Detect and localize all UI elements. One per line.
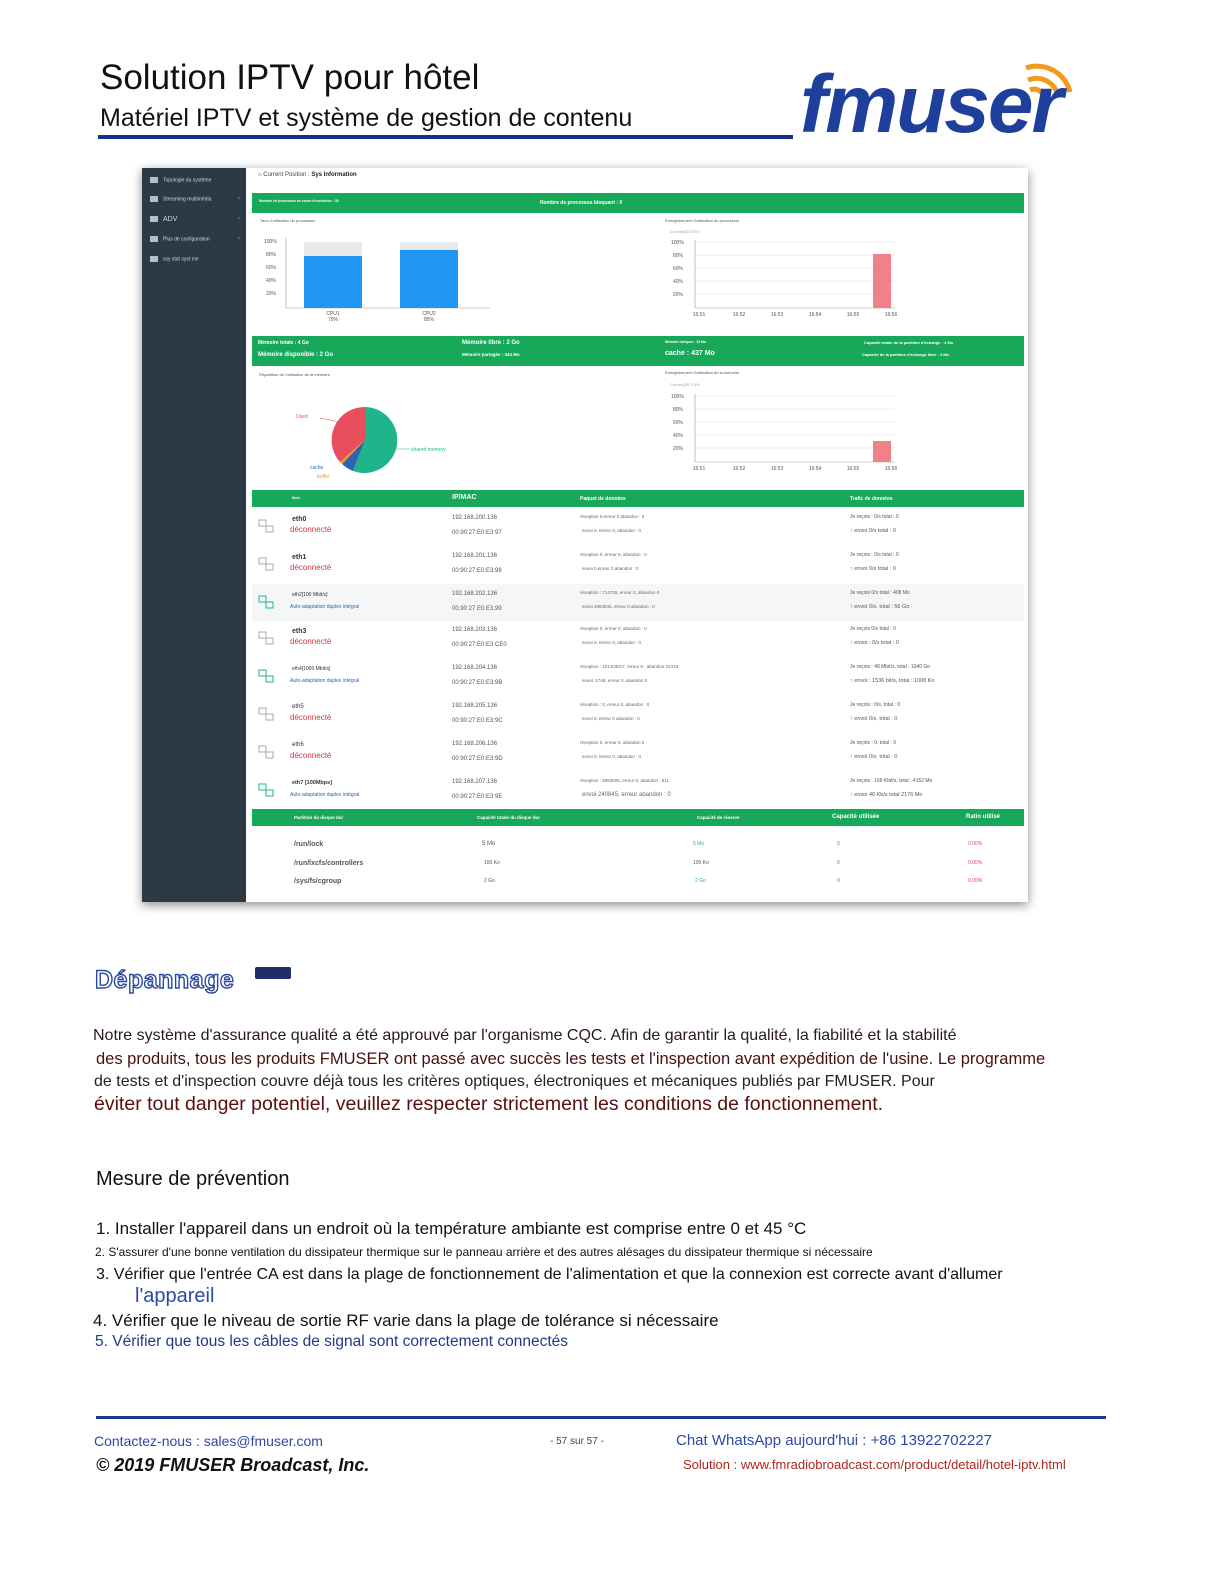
footer-divider — [96, 1416, 1106, 1419]
svg-text:Used: Used — [296, 414, 308, 420]
network-table-header: Nom IP/MAC Paquet de données Trafic de données — [252, 490, 1024, 507]
svg-text:16:54: 16:54 — [808, 466, 822, 472]
svg-text:100%: 100% — [671, 394, 684, 400]
cpu-current-label: Current(82.67%) — [670, 229, 700, 234]
cpu2-bar — [400, 250, 458, 308]
svg-text:16:52: 16:52 — [732, 466, 746, 472]
cpu-chart-caption: Taux d'utilisation du processeur — [260, 218, 316, 223]
tick-label: 80% — [266, 252, 277, 258]
tick-label: 100% — [264, 239, 277, 245]
disk-row: /run/lxcfs/controllers 100 Ko 100 Ko 0 0.00% — [294, 860, 983, 867]
system-info-screenshot — [142, 168, 1028, 902]
svg-text:16:55: 16:55 — [846, 312, 860, 318]
list-icon — [150, 216, 158, 222]
svg-text:16:51: 16:51 — [692, 312, 706, 318]
chevron-left-icon[interactable]: ‹ — [238, 236, 240, 242]
paragraph-line: de tests et d'inspection couvre déjà tous les critères optiques, électroniques et mécaniques publiés par FMUSER. Pour — [94, 1073, 935, 1090]
memory-pie-caption: Répartition de l'utilisation de la mémoire — [259, 372, 330, 377]
svg-text:20%: 20% — [673, 446, 684, 452]
network-connected-icon — [258, 669, 274, 683]
svg-text:100%: 100% — [671, 240, 684, 246]
network-row-eth7: eth7 [100Mbps] Auto-adaptation duplex intégral 192.168.207.136 00:90:27:E0:E3:9E réception : 6983605, erreur 0, abandon : 611 envoi 240845, erreur abandon : 0 Je reçois : 168 Kbit/s, total : 4152 Mo ↑ envoi 40 Kb/s total 2176 Mo — [252, 772, 1024, 810]
cpu-usage-chart — [260, 230, 620, 330]
network-row-eth4: eth4[1000 Mbit/s] Auto-adaptation duplex intégral 192.168.204.136 00:90:27:E0:E3:9B réception : 101403017, erreur 0 , abandon 22419 envoi: 1748, erreur 0, abandon 0 Je reçois : 48 Mbit/s, total : 1040 Go ↑ envoi : 1536 bit/s, total : 1008 Ko — [252, 658, 1024, 696]
memory-history-caption: Enregistrement d'utilisation de la mémoire — [665, 370, 740, 375]
svg-text:16:56: 16:56 — [884, 466, 898, 472]
breadcrumb: ⌂ Current Position : Sys Information — [258, 172, 357, 178]
svg-text:buffer: buffer — [317, 474, 330, 480]
cpu-history-bar — [873, 254, 891, 308]
chevron-left-icon[interactable]: ‹ — [238, 196, 240, 202]
sidebar-item-system-status[interactable]: ssy stat syst me — [150, 256, 199, 262]
paragraph-line: éviter tout danger potentiel, veuillez respecter strictement les conditions de fonctionnement. — [94, 1093, 884, 1115]
svg-text:60%: 60% — [673, 266, 684, 272]
svg-text:16:54: 16:54 — [808, 312, 822, 318]
network-row-eth0: eth0 déconnecté 192.168.200.136 00:90:27:E0:E3:97 réception 0,erreur 0,abandon : 0 envoi 0, erreur 0, abandon : 0 Je reçois : 0/s total : 0 ↑ envoi 0/s total : 0 — [252, 508, 1024, 546]
process-status-bar: Nombre de processus en cours d'exécution : 35 Nombre de processus bloquant : 0 — [252, 193, 1024, 213]
svg-text:16:52: 16:52 — [732, 312, 746, 318]
network-row-eth6: eth6 déconnecté 192.168.206.136 00:90:27:E0:E3:9D réception 0, erreur 0, abandon 0 envoi 0, erreur 0, abandon : 0 Je reçois : 0, total : 0 ↑ envoi 0/s, total : 0 — [252, 734, 1024, 772]
sidebar-item-streaming[interactable]: Streaming multimédia — [150, 196, 211, 202]
svg-text:80%: 80% — [673, 407, 684, 413]
svg-text:80%: 80% — [673, 253, 684, 259]
prevention-item-continuation: l'appareil — [135, 1285, 215, 1307]
main-panel — [252, 168, 1024, 902]
disk-row: /run/lock 5 Mo 5 Mo 0 0.00% — [294, 841, 983, 848]
network-disconnected-icon — [258, 745, 274, 759]
tick-label: 60% — [266, 265, 277, 271]
prevention-item: 5. Vérifier que tous les câbles de signal sont correctement connectés — [95, 1333, 569, 1350]
network-disconnected-icon — [258, 707, 274, 721]
cpu1-bar — [304, 256, 362, 308]
paragraph-line: des produits, tous les produits FMUSER ont passé avec succès les tests et l'inspection avant expédition de l'usine. Le programme — [96, 1050, 1046, 1068]
svg-text:40%: 40% — [673, 279, 684, 285]
gear-icon — [150, 236, 158, 242]
svg-text:60%: 60% — [673, 420, 684, 426]
network-row-eth2: eth2[100 Mbit/s] Auto-adaptation duplex intégral 192.168.202.136 00,90 27 E0 E3,99 réception : 714725, erreur 0, abandon 0 envoi 4853845, erreur 0 abandon : 0 Je reçois 0/s total : 408 Mo ↑ envoi 0/s, total : 56 Go — [252, 584, 1024, 622]
header-divider — [98, 135, 793, 139]
tick-label: 40% — [266, 278, 277, 284]
disk-table-header: Partition du disque dur Capacité totale du disque dur Capacité de réserve Capacité utilisée Ratio utilisé — [252, 809, 1024, 826]
sidebar-item-topology[interactable]: Topologie du système — [150, 177, 211, 183]
memory-history-bar — [873, 441, 891, 462]
paragraph-line: Notre système d'assurance qualité a été approuvé par l'organisme CQC. Afin de garantir la qualité, la fiabilité et la stabilité — [93, 1027, 957, 1044]
svg-text:CPU2: CPU2 — [422, 311, 436, 317]
svg-text:cache: cache — [310, 465, 324, 471]
svg-text:40%: 40% — [673, 433, 684, 439]
svg-text:20%: 20% — [673, 292, 684, 298]
chevron-left-icon[interactable]: ‹ — [238, 216, 240, 222]
logo-wordmark: fmuser — [800, 59, 1062, 150]
prevention-item: 4. Vérifier que le niveau de sortie RF varie dans la plage de tolérance si nécessaire — [93, 1311, 719, 1330]
cpu-history-chart — [665, 236, 905, 321]
footer-solution-link[interactable]: Solution : www.fmradiobroadcast.com/product/detail/hotel-iptv.html — [683, 1457, 1066, 1472]
tick-label: 20% — [266, 291, 277, 297]
svg-text:16:56: 16:56 — [884, 312, 898, 318]
sidebar — [142, 168, 246, 902]
heading-decoration — [255, 967, 291, 979]
svg-text:85%: 85% — [423, 317, 435, 323]
network-row-eth3: eth3 déconnecté 192.168.203.136 00:90:27:E0:E3:CE0 réception 0, erreur 0, abandon : 0 envoi 0, erreur 0, abandon : 0 Je reçois 0/s total : 0 ↑ envoi : 0/s total : 0 — [252, 620, 1024, 658]
prevention-heading: Mesure de prévention — [96, 1168, 290, 1190]
svg-text:CPU1: CPU1 — [326, 311, 340, 317]
prevention-item: 3. Vérifier que l'entrée CA est dans la plage de fonctionnement de l'alimentation et que la connexion est correcte avant d'allumer — [96, 1266, 1003, 1283]
network-disconnected-icon — [258, 557, 274, 571]
film-icon — [150, 196, 158, 202]
svg-text:16:51: 16:51 — [692, 466, 706, 472]
network-row-eth5: eth5 déconnecté 192.168.205.136 00:90:27:E0:E3:9C réception : 0, erreur 0, abandon : 0 envoi 0, erreur 0 abandon : 0 Je reçois : 0/s, total : 0 ↑ envoi 0/s, total : 0 — [252, 696, 1024, 734]
document-title: Solution IPTV pour hôtel — [100, 58, 480, 97]
cpu-history-caption: Enregistrement d'utilisation du processeur — [665, 218, 740, 223]
svg-text:79%: 79% — [327, 317, 339, 323]
prevention-item: 1. Installer l'appareil dans un endroit où la température ambiante est comprise entre 0 et 45 °C — [96, 1219, 807, 1238]
page-number: - 57 sur 57 - — [550, 1436, 604, 1447]
sidebar-item-adv[interactable]: ADV — [150, 216, 177, 223]
fmuser-logo — [800, 58, 1080, 153]
document-subtitle: Matériel IPTV et système de gestion de contenu — [100, 104, 633, 132]
memory-history-chart — [665, 390, 905, 475]
disk-row: /sys/fs/cgroup 2 Go 2 Go 0 0.00% — [294, 878, 983, 885]
memory-status-bar: Mémoire totale : 4 Go Mémoire disponible : 2 Go Mémoire libre : 2 Go Mémoire partagée : 344 Mo Mémoire tampon : 13 Mo cache : 437 Mo Capacité totale de la partition d'échange : 4 Mo Capacité de la partition d'échange libre : 4 Mo — [252, 336, 1024, 366]
svg-text:shared memory: shared memory — [411, 447, 446, 453]
memory-current-label: Current(30.72)% — [670, 382, 700, 387]
monitor-icon — [150, 256, 158, 262]
memory-pie-chart — [282, 394, 482, 494]
svg-text:16:55: 16:55 — [846, 466, 860, 472]
prevention-item: 2. S'assurer d'une bonne ventilation du dissipateur thermique sur le panneau arrière et des autres alésages du dissipateur thermique si nécessaire — [95, 1245, 873, 1259]
svg-text:16:53: 16:53 — [770, 312, 784, 318]
network-disconnected-icon — [258, 631, 274, 645]
troubleshooting-heading: Dépannage — [95, 966, 235, 994]
footer-whatsapp-link[interactable]: Chat WhatsApp aujourd'hui : +86 13922702227 — [676, 1432, 993, 1449]
footer-copyright: © 2019 FMUSER Broadcast, Inc. — [96, 1455, 370, 1475]
network-connected-icon — [258, 783, 274, 797]
network-disconnected-icon — [258, 519, 274, 533]
network-connected-icon — [258, 595, 274, 609]
footer-contact-link[interactable]: Contactez-nous : sales@fmuser.com — [94, 1433, 323, 1449]
network-row-eth1: eth1 déconnecté 192.168.201.136 00:90:27:E0:E3:98 réception 0, erreur 0, abandon : 0 envoi 0,erreur 0,abandon : 0 Je reçois : 0/s total : 0 ↑ envoi 0/s total : 0 — [252, 546, 1024, 584]
sidebar-item-config[interactable]: Plus de configuration — [150, 236, 210, 242]
svg-text:16:53: 16:53 — [770, 466, 784, 472]
home-icon — [150, 177, 158, 183]
